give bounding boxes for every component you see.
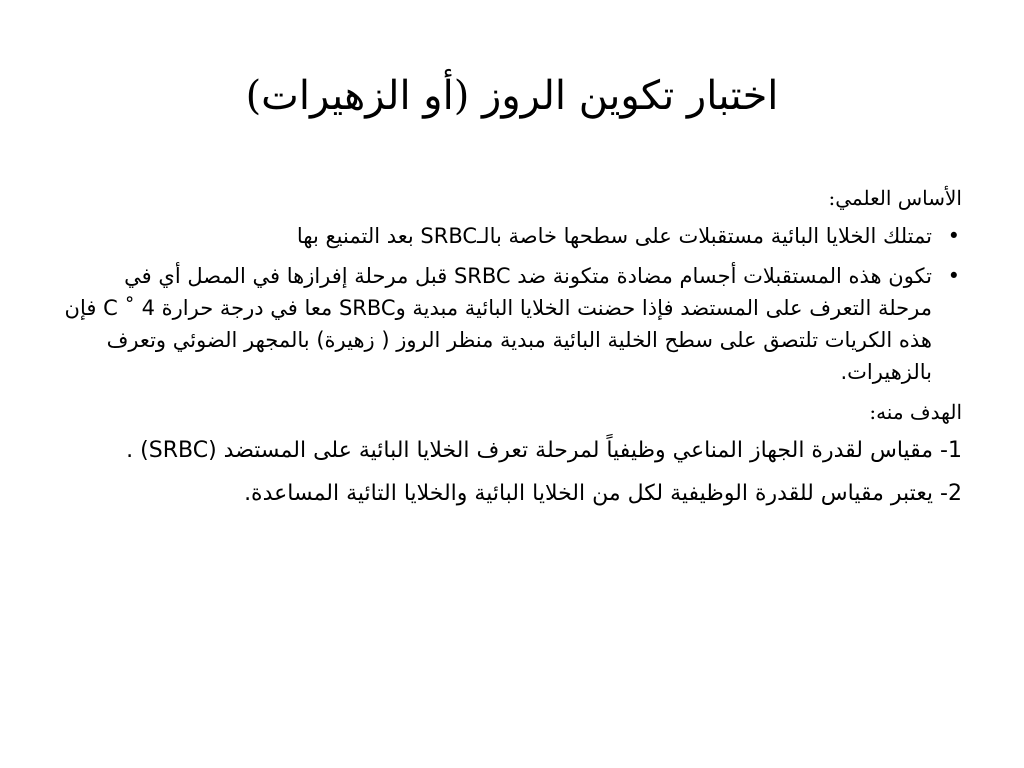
basis-bullet-1 (64, 220, 962, 252)
basis-bullet-1-text: تمتلك الخلايا البائية مستقبلات على سطحها خاصة بالـSRBC بعد التمنيع بها (296, 224, 932, 248)
basis-bullet-2 (64, 260, 962, 388)
basis-heading: الأساس العلمي: (828, 186, 962, 210)
bullet-dot-icon: • (947, 264, 960, 288)
basis-bullet-list (64, 220, 962, 388)
basis-bullet-2-text: تكون هذه المستقبلات أجسام مضادة متكونة ضد SRBC قبل مرحلة إفرازها في المصل أي في مرحلة التعرف على المستضد فإذا حضنت الخلايا البائية مبدية وSRBC معا في درجة حرارة C ˚ 4 فإن هذه الكريات تلتصق على سطح الخلية البائية مبدية منظر الروز ( زهيرة) بالمجهر الضوئي وتعرف بالزهيرات. (64, 264, 932, 384)
goal-item-1: 1- مقياس لقدرة الجهاز المناعي وظيفياً لمرحلة تعرف الخلايا البائية على المستضد (SRBC) . (126, 438, 962, 463)
bullet-dot-icon: • (947, 224, 960, 248)
slide-content (64, 182, 962, 520)
goal-heading: الهدف منه: (869, 400, 962, 424)
slide-title: اختبار تكوين الروز (أو الزهيرات) (245, 73, 779, 119)
goal-item-2: 2- يعتبر مقياس للقدرة الوظيفية لكل من الخلايا البائية والخلايا التائية المساعدة. (244, 481, 962, 506)
